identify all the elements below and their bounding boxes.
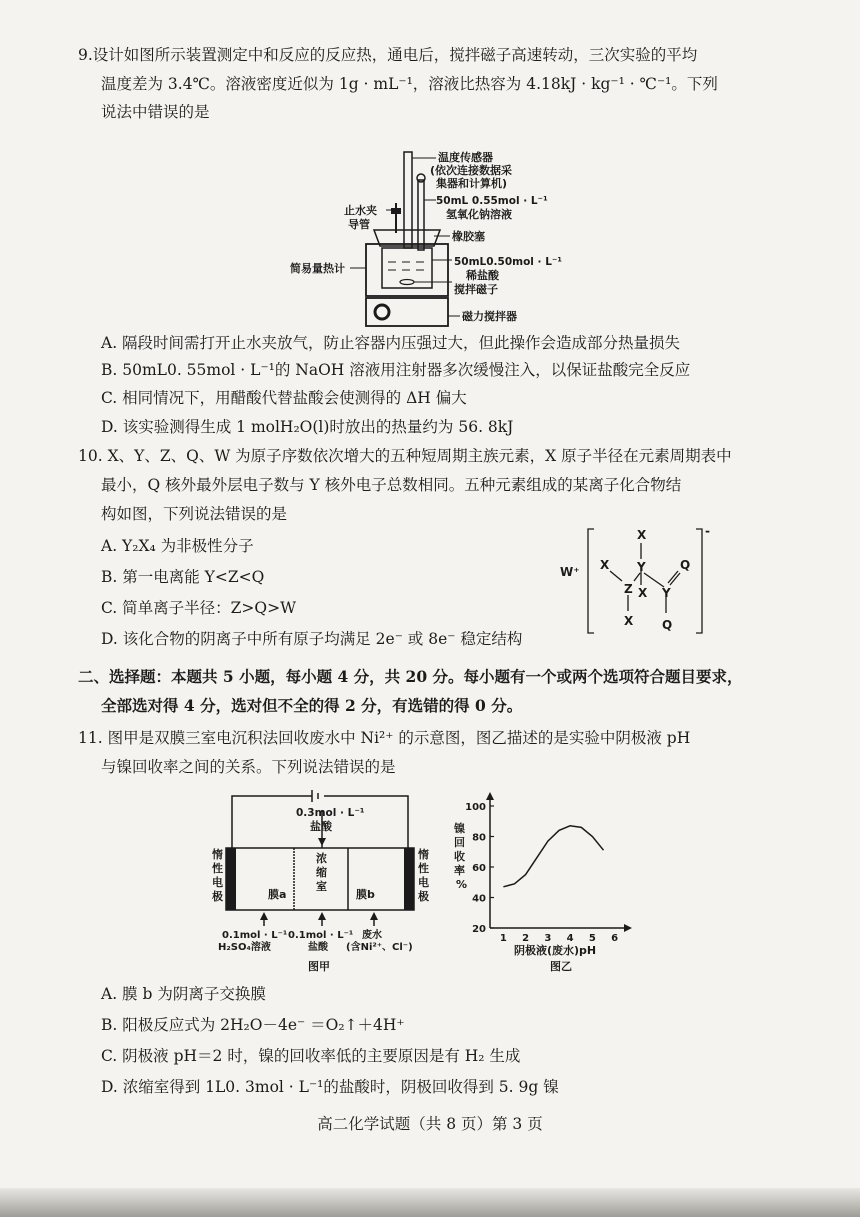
q10-stem-line2: 最小，Q 核外最外层电子数与 Y 核外电子总数相同。五种元素组成的某离子化合物结 bbox=[101, 476, 682, 494]
figa-input1-b: H₂SO₄溶液 bbox=[218, 942, 271, 953]
q10-stem-line1: 10. X、Y、Z、Q、W 为原子序数依次增大的五种短周期主族元素，X 原子半径在元素周期表中 bbox=[78, 447, 732, 465]
figa-caption: 图甲 bbox=[308, 960, 330, 973]
q10-option-a: A. Y₂X₄ 为非极性分子 bbox=[101, 537, 254, 555]
magnetic-stirrer bbox=[366, 298, 448, 326]
figa-right-electrode-3: 电 bbox=[418, 876, 429, 889]
figb-xlabel: 阴极液(废水)pH bbox=[514, 944, 597, 957]
q10-option-c: C. 简单离子半径：Z>Q>W bbox=[101, 599, 297, 617]
q10-stem-line3: 构如图，下列说法错误的是 bbox=[101, 505, 288, 523]
struct-atom-y-right: Y bbox=[662, 586, 671, 600]
struct-atom-x-bottom: X bbox=[624, 614, 634, 628]
figa-left-electrode-3: 电 bbox=[212, 876, 223, 889]
q9-option-a: A. 隔段时间需打开止水夹放气，防止容器内压强过大，但此操作会造成部分热量损失 bbox=[101, 334, 681, 352]
x-tick-label: 5 bbox=[588, 933, 596, 944]
figa-mid-1: 浓 bbox=[316, 852, 327, 865]
figa-top-acid2: 盐酸 bbox=[310, 820, 332, 833]
q9-stem-line3: 说法中错误的是 bbox=[101, 103, 210, 121]
figa-left-electrode-2: 性 bbox=[212, 862, 223, 875]
q11-option-a: A. 膜 b 为阴离子交换膜 bbox=[101, 985, 266, 1003]
q10-option-b: B. 第一电离能 Y<Z<Q bbox=[101, 568, 265, 586]
syringe bbox=[418, 180, 424, 250]
y-tick-label: 60 bbox=[472, 863, 486, 874]
figa-mid-3: 室 bbox=[316, 880, 327, 893]
label-sensor2: (依次连接数据采 bbox=[430, 164, 513, 177]
figa-left-electrode-4: 极 bbox=[212, 890, 223, 903]
y-tick-label: 20 bbox=[472, 924, 486, 935]
figb-ylabel-1: 镍 bbox=[454, 822, 465, 835]
figa-right-electrode-2: 性 bbox=[418, 862, 429, 875]
struct-charge: - bbox=[705, 525, 710, 538]
section2-line2: 全部选对得 4 分，选对但不全的得 2 分，有选错的得 0 分。 bbox=[101, 696, 523, 715]
recovery-curve bbox=[503, 826, 603, 887]
figb-ylabel-5: % bbox=[456, 878, 468, 891]
ionic-structure-figure bbox=[560, 525, 730, 645]
label-stirbar: 搅拌磁子 bbox=[454, 283, 498, 296]
q9-stem-line2: 温度差为 3.4℃。溶液密度近似为 1g · mL⁻¹，溶液比热容为 4.18kJ · kg⁻¹ · ℃⁻¹。下列 bbox=[101, 75, 718, 93]
figa-top-acid1: 0.3mol · L⁻¹ bbox=[296, 807, 365, 819]
scan-edge bbox=[0, 1188, 860, 1217]
label-sensor3: 集器和计算机) bbox=[436, 177, 508, 190]
label-stirrer: 磁力搅拌器 bbox=[462, 310, 517, 323]
figa-membrane-b: 膜b bbox=[356, 888, 375, 901]
struct-cation: W⁺ bbox=[560, 565, 580, 579]
label-tube: 导管 bbox=[348, 218, 370, 231]
electrolysis-cell-figure bbox=[212, 790, 452, 980]
figa-right-electrode-1: 惰 bbox=[418, 848, 429, 861]
figa-input1-a: 0.1mol · L⁻¹ bbox=[222, 930, 288, 941]
y-tick-label: 40 bbox=[472, 893, 486, 905]
q11-option-b: B. 阳极反应式为 2H₂O－4e⁻ ＝O₂↑＋4H⁺ bbox=[101, 1016, 405, 1034]
temperature-sensor bbox=[404, 152, 412, 248]
q9-option-b: B. 50mL0. 55mol · L⁻¹的 NaOH 溶液用注射器多次缓慢注入，以保证盐酸完全反应 bbox=[101, 361, 691, 379]
clamp bbox=[391, 208, 401, 214]
label-stopper: 橡胶塞 bbox=[452, 230, 485, 243]
q11-stem-line1: 11. 图甲是双膜三室电沉积法回收废水中 Ni²⁺ 的示意图，图乙描述的是实验中阴极液 pH bbox=[78, 729, 691, 747]
label-sensor1: 温度传感器 bbox=[438, 151, 493, 164]
figb-ylabel-2: 回 bbox=[454, 836, 465, 849]
q9-option-d: D. 该实验测得生成 1 molH₂O(l)时放出的热量约为 56. 8kJ bbox=[101, 418, 514, 436]
x-tick-label: 3 bbox=[544, 933, 552, 944]
struct-atom-y-top: Y bbox=[637, 560, 646, 574]
struct-atom-x-mid: X bbox=[638, 586, 648, 600]
q9-option-c: C. 相同情况下，用醋酸代替盐酸会使测得的 ΔH 偏大 bbox=[101, 389, 467, 407]
stir-bar bbox=[400, 280, 414, 285]
recovery-rate-chart bbox=[452, 790, 642, 980]
label-calorimeter: 简易量热计 bbox=[290, 262, 345, 275]
struct-atom-q-bottom: Q bbox=[662, 618, 673, 632]
figb-ylabel-3: 收 bbox=[454, 850, 465, 863]
struct-atom-x-top: X bbox=[637, 528, 647, 542]
figa-right-electrode-4: 极 bbox=[418, 890, 429, 903]
figb-caption: 图乙 bbox=[550, 960, 572, 973]
struct-atom-z: Z bbox=[624, 582, 633, 596]
q11-option-c: C. 阴极液 pH＝2 时，镍的回收率低的主要原因是有 H₂ 生成 bbox=[101, 1047, 521, 1065]
q11-option-d: D. 浓缩室得到 1L0. 3mol · L⁻¹的盐酸时，阴极回收得到 5. 9g 镍 bbox=[101, 1078, 559, 1096]
label-naoh2: 氢氧化钠溶液 bbox=[446, 208, 512, 221]
page-footer: 高二化学试题（共 8 页）第 3 页 bbox=[317, 1115, 543, 1133]
x-tick-label: 6 bbox=[611, 933, 619, 944]
figa-mid-2: 缩 bbox=[316, 866, 327, 879]
x-tick-label: 1 bbox=[499, 933, 507, 944]
figa-membrane-a: 膜a bbox=[268, 888, 287, 901]
x-tick-label: 2 bbox=[522, 933, 530, 944]
q10-option-d: D. 该化合物的阴离子中所有原子均满足 2e⁻ 或 8e⁻ 稳定结构 bbox=[101, 630, 523, 648]
struct-atom-x-left: X bbox=[600, 558, 610, 572]
figa-input2-a: 0.1mol · L⁻¹ bbox=[288, 930, 354, 941]
q9-stem-line1: 9.设计如图所示装置测定中和反应的反应热，通电后，搅拌磁子高速转动，三次实验的平均 bbox=[78, 46, 698, 64]
figa-input2-b: 盐酸 bbox=[308, 942, 328, 953]
section2-line1: 二、选择题：本题共 5 小题，每小题 4 分，共 20 分。每小题有一个或两个选项符合题目要求， bbox=[78, 667, 743, 686]
label-clamp: 止水夹 bbox=[344, 204, 377, 217]
calorimeter-figure bbox=[290, 148, 570, 333]
label-hcl1: 50mL0.50mol · L⁻¹ bbox=[454, 256, 563, 268]
figa-input3-b: (含Ni²⁺、Cl⁻) bbox=[346, 942, 413, 953]
q11-stem-line2: 与镍回收率之间的关系。下列说法错误的是 bbox=[101, 758, 396, 776]
y-tick-label: 80 bbox=[472, 832, 486, 844]
figa-input3-a: 废水 bbox=[362, 930, 382, 941]
figa-left-electrode-1: 惰 bbox=[212, 848, 223, 861]
x-tick-label: 4 bbox=[566, 933, 574, 944]
label-hcl2: 稀盐酸 bbox=[466, 269, 499, 282]
y-tick-label: 100 bbox=[465, 802, 486, 813]
figb-ylabel-4: 率 bbox=[454, 864, 465, 877]
struct-atom-q-right: Q bbox=[680, 558, 691, 572]
label-naoh1: 50mL 0.55mol · L⁻¹ bbox=[436, 195, 548, 207]
